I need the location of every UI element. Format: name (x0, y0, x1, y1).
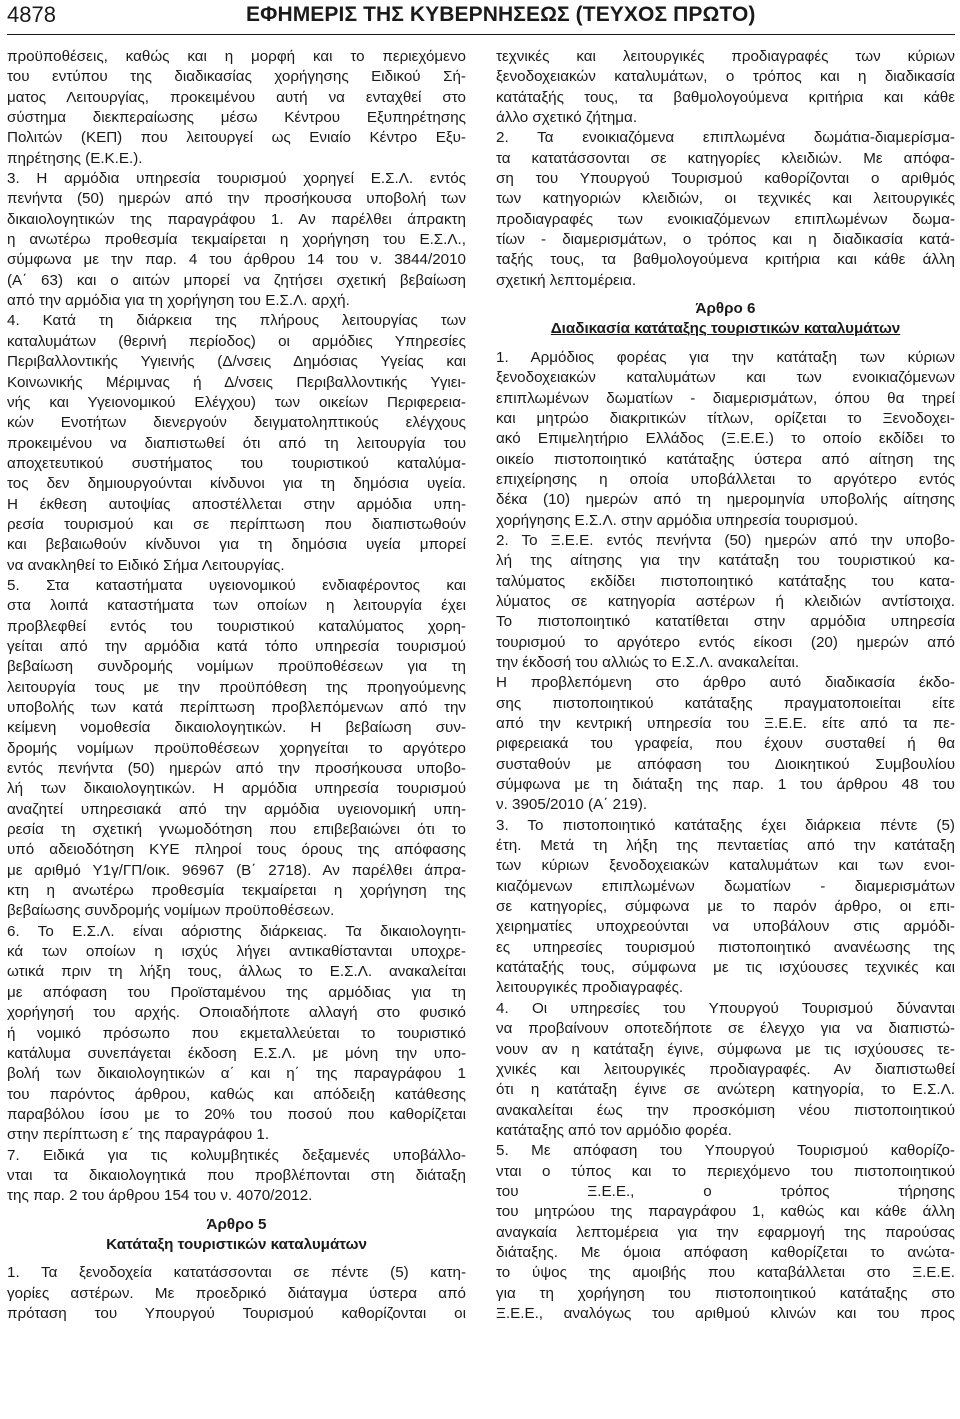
left-column-text-line: βεβαίωση συνδρομής νομίμων προϋποθέσεων για τη (7, 658, 466, 676)
right-column-text-line: νται ο τύπος και το περιεχόμενο του πιστοποιητικού (496, 1162, 955, 1180)
left-column-text-line: 5. Στα καταστήματα υγειονομικού ενδιαφέροντος και (7, 576, 466, 594)
left-column-text-line: καταλυμάτων (θερινή περίοδος) οι αρμόδιες Υπηρεσίες (7, 332, 466, 350)
left-column-text-line: ωτικά πριν τη λήξη τους, άλλως το Ε.Σ.Λ. ανακαλείται (7, 963, 466, 981)
left-column-text-line: Κοινωνικής Μέριμνας ή Δ/νσεις Περιβαλλοντικής Υγιει- (7, 373, 466, 391)
left-column-text-line: τος δεν δημιουργούνται κίνδυνοι για τη δημόσια υγεία. (7, 475, 466, 493)
left-column-text-line: προκειμένου να διαπιστωθεί ότι από τη λειτουργία του (7, 434, 466, 452)
left-column-text-line: Η έκθεση αυτοψίας αποστέλλεται στην αρμόδια υπη- (7, 495, 466, 513)
right-column-text-line: ξενοδοχειακών καταλυμάτων, ο τρόπος και η διαδικασία (496, 68, 955, 86)
right-column-text-line: Το πιστοποιητικό κατατίθεται στην αρμόδια υπηρεσία (496, 613, 955, 631)
right-column-text-line: νουν αν η κατάταξη έγινε, σύμφωνα με τις ισχύουσες τε- (496, 1040, 955, 1058)
left-column-text-line: από την αρμόδια για τη χορήγηση του Ε.Σ.Λ. αρχή. (7, 292, 350, 310)
left-column-text-line: βεβαίωσης συνδρομής νομίμων προϋποθέσεων. (7, 902, 335, 920)
right-column-text-line: κατάταξής τους, σύμφωνα με τις ισχύουσες τεχνικές και (496, 959, 955, 977)
left-column (7, 47, 466, 1324)
right-column-text-line: σε κατηγορίες, σύμφωνα με το παρόν άρθρο, οι επι- (496, 898, 955, 916)
left-column-text-line: λή των δικαιολογητικών. Η αρμόδια υπηρεσία τουρισμού (7, 780, 466, 798)
right-column-text-line: του Ξ.Ε.Ε., ο τρόπος τήρησης (496, 1182, 955, 1200)
right-column-text-line: να προβαίνουν οποτεδήποτε σε έλεγχο για να διαπιστώ- (496, 1020, 955, 1038)
left-column-text-line: 3. Η αρμόδια υπηρεσία τουρισμού χορηγεί Ε.Σ.Λ. εντός (7, 170, 466, 188)
article-title: Διαδικασία κατάταξης τουριστικών καταλυμάτων (550, 320, 901, 338)
right-column-text-line: λή της αίτησης για την κατάταξη του τουριστικού κα- (496, 552, 955, 570)
right-column-text-line: επιπλωμένων δωματίων - διαμερισμάτων, όπου θα τηρεί (496, 389, 955, 407)
right-column-text-line: για τη χορήγηση του πιστοποιητικού κατάταξης στο (496, 1284, 955, 1302)
right-column-text-line: τίων - διαμερισμάτων, ο τρόπος και η διαδικασία κατά- (496, 231, 955, 249)
right-column-text-line: Η προβλεπόμενη στο άρθρο αυτό διαδικασία έκδο- (496, 674, 955, 692)
left-column-text-line: προβλεφθεί εντός του τουριστικού καταλύματος χορη- (7, 617, 466, 635)
right-column-text-line: λειτουργικές προδιαγραφές. (496, 979, 684, 997)
left-column-text-line: γείται από την αρμόδια κατά τόπο υπηρεσία τουρισμού (7, 637, 466, 655)
right-column-text-line: χνικές και λειτουργικές προδιαγραφές. Αν διαπιστωθεί (496, 1060, 955, 1078)
right-column-text-line: άλλο σχετικό ζήτημα. (496, 109, 638, 127)
left-column-text-line: (Α΄ 63) και ο αιτών μπορεί να ζητήσει σχετική βεβαίωση (7, 271, 466, 289)
left-column-text-line: χορήγησή του αρχής. Οποιαδήποτε αλλαγή στο φυσικό (7, 1004, 466, 1022)
right-column-text-line: ανακαλείται έως την προσκόμιση νέου πιστοποιητικού (496, 1101, 955, 1119)
right-column-text-line: του μητρώου της παραγράφου 1, καθώς και κάθε άλλη (496, 1203, 955, 1221)
left-column-text-line: κείμενη νομοθεσία δικαιολογητικών. Η βεβαίωση συν- (7, 719, 466, 737)
right-column-text-line: σης πιστοποιητικού κατάταξης πραγματοποιείται είτε (496, 694, 955, 712)
right-column-text-line: και μητρώο διακριτικών τίτλων, ορίζεται το Ξενοδοχει- (496, 409, 955, 427)
left-column-text-line: Πολιτών (ΚΕΠ) που λειτουργεί ως Ενιαίο Κέντρο Εξυ- (7, 129, 466, 147)
right-column-text-line: δέκα (10) ημερών από τη ημερομηνία υποβολής αίτησης (496, 491, 955, 509)
left-column-text-line: Περιβαλλοντικής Υγιεινής (Δ/νσεις Δημόσιας Υγείας και (7, 353, 466, 371)
right-column-text-line: ταξής τους, τα βαθμολογούμενα κριτήρια και κάθε άλλη (496, 251, 955, 269)
right-column-text-line: οικείο πιστοποιητικό κατάταξης ύστερα από αίτηση της (496, 450, 955, 468)
left-column-text-line: νται τα δικαιολογητικά που προβλέπονται στη διάταξη (7, 1166, 466, 1184)
left-column-text-line: πενήντα (50) ημερών από την προσήκουσα υποβολή των (7, 190, 466, 208)
left-column-text-line: πρόταση του Υπουργού Τουρισμού καθορίζονται οι (7, 1304, 466, 1322)
left-column-text-line: σύστημα διεκπεραίωσης μέσω Κέντρου Εξυπηρέτησης (7, 109, 466, 127)
right-column-text-line: ν. 3905/2010 (Α΄ 219). (496, 796, 648, 814)
right-column-text-line: 2. Τα ενοικιαζόμενα επιπλωμένα δωμάτια-διαμερίσμα- (496, 129, 955, 147)
left-column-text-line: η ανωτέρω προθεσμία τεκμαίρεται η χορήγηση του Ε.Σ.Λ., (7, 231, 466, 249)
left-column-text-line: υπό αδειοδότηση ΚΥΕ πληροί τους όρους της απόφασης (7, 841, 466, 859)
right-column-text-line: ριφερειακά του γραφεία, που έχουν συσταθεί ή θα (496, 735, 955, 753)
right-column-text-line: ξενοδοχειακών καταλυμάτων και των ενοικιαζόμενων (496, 369, 955, 387)
left-column-text-line: υποβολής των κατά περίπτωση προβλεπόμενων από την (7, 699, 466, 716)
left-column-text-line: 4. Κατά τη διάρκεια της πλήρους λειτουργίας των (7, 312, 466, 330)
left-column-text-line: προϋποθέσεις, καθώς και η μορφή και το περιεχόμενο (7, 48, 466, 65)
right-column-text-line: κατάταξης από τον αρμόδιο φορέα. (496, 1121, 732, 1139)
left-column-text-line: λειτουργία τους με την προϋπόθεση της προηγούμενης (7, 678, 466, 696)
right-column (496, 47, 955, 1324)
left-column-text-line: ρεσία τουρισμού και σε περίπτωση που διαπιστωθούν (7, 515, 466, 533)
right-column-text-line: το ύψος της αμοιβής που καταβάλλεται στο Ξ.Ε.Ε. (496, 1264, 955, 1282)
right-column-text-line: Ξ.Ε.Ε., αναλόγως του αριθμού κλινών και του προς (496, 1304, 955, 1322)
left-column-text-line: παραβόλου ίσου με το 20% του ποσού που καθορίζεται (7, 1105, 466, 1123)
right-column-text-line: 1. Αρμόδιος φορέας για την κατάταξη των κύριων (496, 348, 955, 366)
right-column-text-line: επιχείρησης η οποία υποβάλλεται το αργότερο εντός (496, 470, 955, 488)
page-number: 4878 (7, 2, 56, 27)
left-column-text-line: στα λοιπά καταστήματα των οποίων η λειτουργία έχει (7, 597, 466, 615)
left-column-text-line: κά των οποίων η ισχύς λήγει αντικαθίστανται υποχρε- (7, 943, 466, 961)
left-column-text-line: αποχετευτικού συστήματος του τουριστικού καταλύμα- (7, 454, 466, 472)
right-column-text-line: αναγκαία λεπτομέρεια για την εφαρμογή της παρούσας (496, 1223, 955, 1241)
article-number: Άρθρο 6 (695, 300, 756, 318)
right-column-text-line: 5. Με απόφαση του Υπουργού Τουρισμού καθορίζο- (496, 1142, 955, 1160)
left-column-text-line: να ανακληθεί το Ειδικό Σήμα Λειτουργίας. (7, 556, 285, 574)
left-column-text-line: με αριθμό Υ1γ/ΓΠ/οικ. 96967 (Β΄ 2718). Αν παρέλθει άπρα- (7, 861, 466, 879)
left-column-text-line: της παρ. 2 του άρθρου 154 του ν. 4070/2012. (7, 1187, 313, 1205)
right-column-text-line: ακό Επιμελητήριο Ελλάδος (Ξ.Ε.Ε.) το οποίο εκδίδει το (496, 430, 955, 448)
right-column-text-line: των κατηγοριών κλειδιών, οι τεχνικές και λειτουργικές (496, 190, 955, 208)
left-column-text-line: ή νομικό πρόσωπο που εκμεταλλεύεται το τουριστικό (7, 1024, 466, 1042)
right-column-text-line: σύμφωνα με τη διάταξη της παρ. 1 του άρθρου 48 του (496, 776, 955, 794)
left-column-text-line: και βεβαιωθούν κίνδυνοι για τη δημόσια υγεία μπορεί (7, 536, 466, 554)
left-column-text-line: αναζητεί υπηρεσιακά από την αρμόδια υγειονομική υπη- (7, 800, 466, 818)
right-column-text-line: κιαζόμενων επιπλωμένων δωματίων - διαμερισμάτων (496, 877, 955, 895)
left-column-text-line: 1. Τα ξενοδοχεία κατατάσσονται σε πέντε (5) κατη- (7, 1264, 466, 1282)
right-column-text-line: προδιαγραφές των ενοικιαζόμενων επιπλωμένων δωμα- (496, 210, 955, 228)
left-column-text-line: νής και Υγειονομικού Ελέγχου) των οικείων Περιφερεια- (7, 393, 466, 411)
left-column-text-line: κατάλυμα συνεπάγεται έκδοση Ε.Σ.Λ. με μόνη την υπο- (7, 1044, 466, 1062)
left-column-text-line: εντός πενήντα (50) ημερών από την προσήκουσα υποβο- (7, 760, 466, 778)
left-column-text-line: δρομής νομίμων προϋποθέσεων χορηγείται το αργότερο (7, 739, 466, 757)
right-column-text-line: ότι η κατάταξη έγινε σε ανώτερη κατηγορία, το Ε.Σ.Λ. (496, 1081, 955, 1099)
article-number: Άρθρο 5 (206, 1215, 267, 1233)
right-column-text-line: συσταθούν με απόφαση του Διοικητικού Συμβουλίου (496, 755, 955, 773)
right-column-text-line: έτη. Μετά τη λήξη της πενταετίας από την κατάταξη (496, 837, 955, 855)
right-column-text-line: 4. Οι υπηρεσίες του Υπουργού Τουρισμού δύνανται (496, 999, 955, 1017)
right-column-text-line: λύματος σε κατηγορία αστέρων ή κλειδιών αντίστοιχα. (496, 592, 955, 610)
left-column-text-line: δικαιολογητικών της παραγράφου 1. Αν παρέλθει άπρακτη (7, 210, 466, 228)
journal-title: ΕΦΗΜΕΡΙΣ ΤΗΣ ΚΥΒΕΡΝΗΣΕΩΣ (ΤΕΥΧΟΣ ΠΡΩΤΟ) (246, 3, 756, 26)
right-column-text-line: ση του Υπουργού Τουρισμού καθορίζονται ο αριθμός (496, 170, 955, 188)
right-column-text-line: κατάταξής τους, τα βαθμολογούμενα κριτήρια και κάθε (496, 88, 955, 106)
left-column-text-line: 7. Ειδικά για τις κολυμβητικές δεξαμενές υποβάλλο- (7, 1146, 466, 1164)
right-column-text-line: ταλύματος εκδίδει πιστοποιητικό κατάταξης του κατα- (496, 572, 955, 590)
left-column-text-line: στην περίπτωση ε΄ της παραγράφου 1. (7, 1126, 270, 1144)
left-column-text-line: ρεσία τη σχετική γνωμοδότηση που επιβεβαιώνει ότι το (7, 821, 466, 839)
right-column-text-line: διάταξης. Με όμοια απόφαση καθορίζεται το ανώτα- (496, 1243, 955, 1261)
left-column-text-line: σύμφωνα με την παρ. 4 του άρθρου 14 του ν. 3844/2010 (7, 251, 466, 269)
article-title: Κατάταξη τουριστικών καταλυμάτων (106, 1235, 367, 1253)
right-column-text-line: των κύριων ξενοδοχειακών καταλυμάτων και των ενοι- (496, 857, 955, 875)
right-column-text-line: 2. Το Ξ.Ε.Ε. εντός πενήντα (50) ημερών από την υποβο- (496, 531, 955, 549)
left-column-text-line: ματος Λειτουργίας, προκειμένου αυτή να ενταχθεί στο (7, 88, 466, 106)
right-column-text-line: ες υπηρεσίες τουρισμού πιστοποιητικό ανανέωσης της (496, 938, 955, 956)
right-column-text-line: σχετική λεπτομέρεια. (496, 271, 637, 289)
right-column-text-line: χορήγησης Ε.Σ.Λ. στην αρμόδια υπηρεσία τουρισμού. (496, 511, 859, 529)
left-column-text-line: 6. Το Ε.Σ.Λ. είναι αόριστης διάρκειας. Τα δικαιολογητι- (7, 922, 466, 940)
right-column-text-line: την έκδοσή του αλλιώς το Ε.Σ.Λ. ανακαλείται. (496, 653, 800, 671)
left-column-text-line: του εντύπου της διαδικασίας χορήγησης Ειδικού Σή- (7, 68, 466, 86)
right-column-text-line: τα κατατάσσονται σε κατηγορίες κλειδιών. Με απόφα- (496, 149, 955, 167)
left-column-text-line: κτη η ανωτέρω προθεσμία τεκμαίρεται η χορήγηση της (7, 882, 466, 900)
right-column-text-line: τεχνικές και λειτουργικές προδιαγραφές των κύριων (496, 48, 955, 65)
left-column-text-line: πηρέτησης (Ε.Κ.Ε.). (7, 149, 143, 167)
left-column-text-line: του παρόντος άρθρου, καθώς και απόδειξη κατάθεσης (7, 1085, 466, 1103)
left-column-text-line: βολή των δικαιολογητικών α΄ και η΄ της παραγράφου 1 (7, 1065, 466, 1083)
right-column-text-line: 3. Το πιστοποιητικό κατάταξης έχει διάρκεια πέντε (5) (496, 816, 955, 834)
right-column-text-line: τουρισμού το αργότερο εντός είκοσι (20) ημερών από (496, 633, 955, 651)
right-column-text-line: από την κεντρική υπηρεσία του Ξ.Ε.Ε. είτε από τα πε- (496, 715, 955, 732)
left-column-text-line: κών Ενοτήτων διενεργούν δειγματοληπτικούς ελέγχους (7, 414, 466, 432)
header-divider (7, 34, 955, 35)
left-column-text-line: γορίες αστέρων. Με προεδρικό διάταγμα ύστερα από (7, 1284, 466, 1302)
right-column-text-line: χειρηματίες υποχρεούνται να υποβάλουν στις αρμόδι- (496, 918, 955, 936)
page-header (0, 0, 960, 36)
left-column-text-line: με απόφαση του Προϊσταμένου της αρμόδιας για τη (7, 983, 466, 1001)
